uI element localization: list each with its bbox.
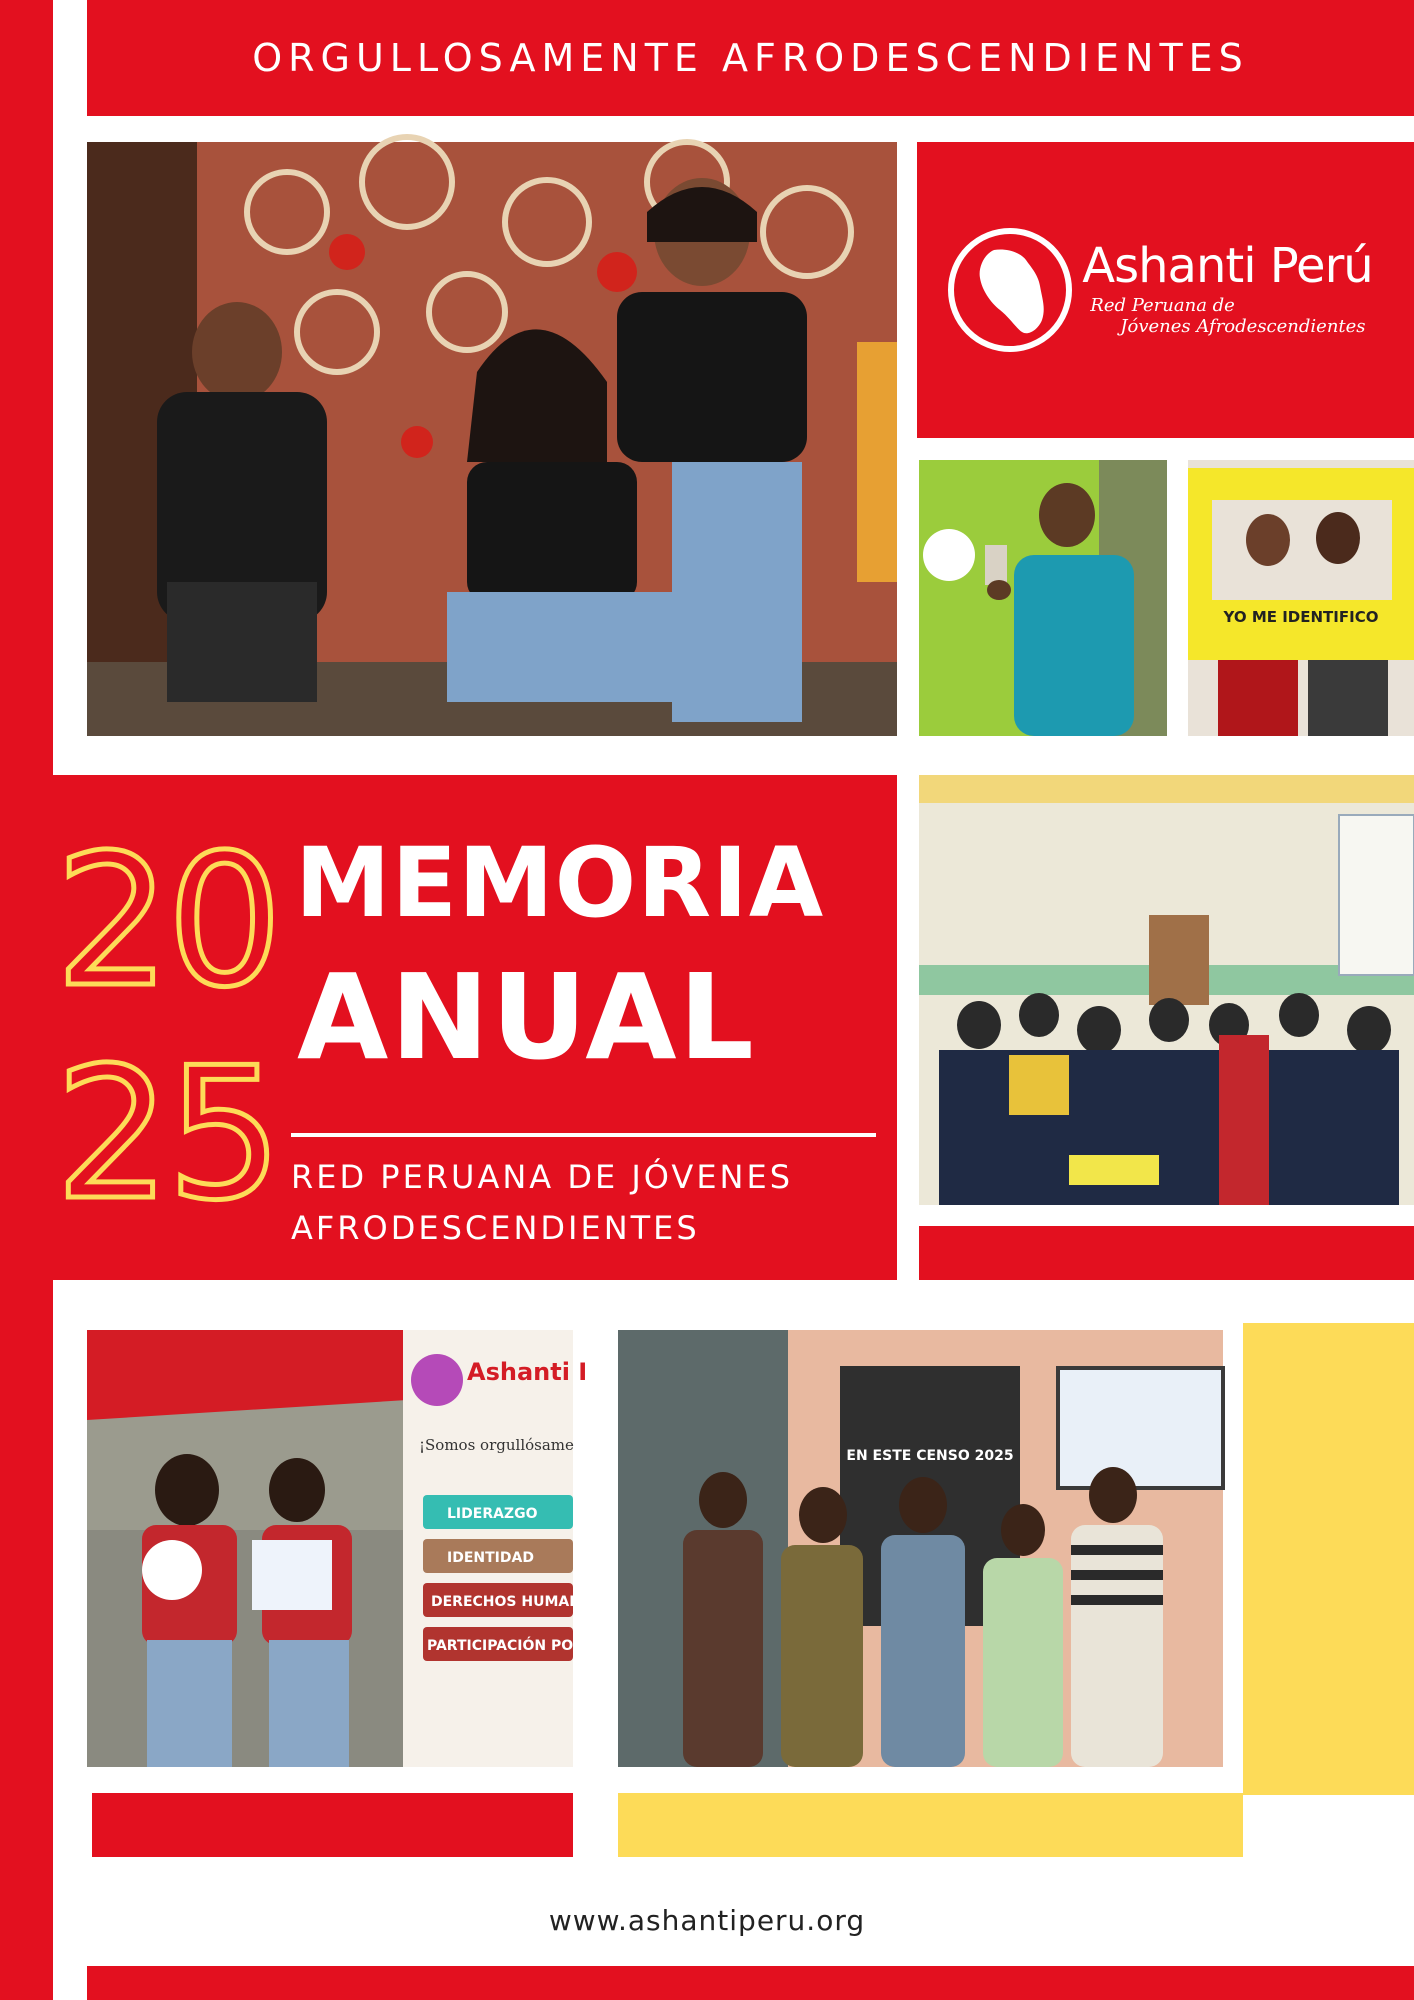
peru-map-icon: [948, 228, 1072, 352]
title-divider: [291, 1133, 876, 1137]
logo-subtitle-2: Jóvenes Afrodescendientes: [1120, 316, 1366, 337]
subtitle-line-1: RED PERUANA DE JÓVENES: [291, 1158, 793, 1196]
photo-classroom: [919, 775, 1414, 1205]
red-accent-bar: [919, 1226, 1414, 1280]
frame-sign-text: YO ME IDENTIFICO: [1223, 608, 1379, 626]
title-memoria: MEMORIA: [295, 827, 825, 939]
yellow-accent-bar-bottom: [618, 1793, 1243, 1857]
photo-census-frame: [1188, 460, 1414, 736]
stand-value-3: DERECHOS HUMAN: [431, 1594, 581, 1610]
year-digits-bottom: 25: [55, 1028, 279, 1240]
logo-name: Ashanti Perú: [1082, 238, 1373, 295]
subtitle-line-2: AFRODESCENDIENTES: [291, 1209, 700, 1247]
stand-value-2: IDENTIDAD: [447, 1550, 534, 1566]
ashanti-logo: [948, 228, 1372, 352]
photo-young-man: [919, 460, 1167, 736]
banner-title: ORGULLOSAMENTE AFRODESCENDIENTES: [252, 36, 1249, 80]
photo-info-stand: [87, 1330, 588, 1767]
photo-group-five-women: [618, 1330, 1223, 1767]
red-accent-bar-bottom: [92, 1793, 573, 1857]
title-anual: ANUAL: [297, 948, 756, 1086]
title-block: [53, 775, 897, 1280]
left-red-stripe: [0, 0, 53, 2000]
group-poster-text: EN ESTE CENSO 2025: [846, 1448, 1014, 1464]
stand-value-4: PARTICIPACIÓN POLI: [427, 1638, 588, 1654]
top-banner: [87, 0, 1414, 116]
yellow-accent-block: [1243, 1323, 1414, 1795]
logo-subtitle-1: Red Peruana de: [1090, 295, 1235, 317]
photo-three-women: [87, 142, 897, 736]
logo-block: [917, 142, 1414, 438]
stand-banner-tagline: ¡Somos orgullósame: [419, 1436, 574, 1454]
year-digits-top: 20: [55, 815, 279, 1027]
stand-banner-brand: Ashanti I: [467, 1358, 588, 1386]
bottom-red-stripe: [87, 1966, 1414, 2000]
stand-value-1: LIDERAZGO: [447, 1506, 538, 1522]
website-url[interactable]: www.ashantiperu.org: [548, 1904, 866, 1937]
